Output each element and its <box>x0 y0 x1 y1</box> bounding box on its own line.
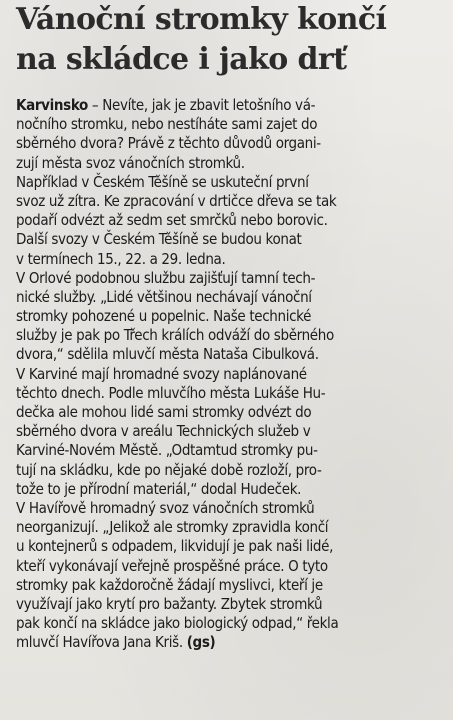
body-line: využívají jako krytí pro bažanty. Zbytek stromků <box>16 594 323 613</box>
body-line: stromky pak každoročně žádají myslivci, kteří je <box>16 575 323 594</box>
body-line-text: mluvčí Havířova Jana Kriš. <box>16 633 187 652</box>
article-location: Karvinsko <box>16 96 88 114</box>
body-line: pak končí na skládce jako biologický odpad,“ řekla <box>16 614 339 633</box>
body-line: zují města svoz vánočních stromků. <box>16 153 245 172</box>
body-line: svoz už zítra. Ke zpracování v drtičce dřeva se tak <box>16 191 337 210</box>
body-line-text: – Nevíte, jak je zbavit letošního vá- <box>87 96 316 114</box>
body-line: tože to je přírodní materiál,“ dodal Hudeček. <box>16 479 302 498</box>
body-line: sběrného dvora v areálu Technických služeb v <box>16 422 311 441</box>
body-line: nické služby. „Lidé většinou nechávají vánoční <box>16 287 312 306</box>
headline-line: Vánoční stromky končí <box>16 2 387 37</box>
body-line: stromky pohozené u popelnic. Naše technické <box>16 307 312 326</box>
body-line: V Havířově hromadný svoz vánočních stromků <box>16 498 315 517</box>
article-body <box>16 96 446 652</box>
author-signature: (gs) <box>186 633 216 652</box>
body-line: těchto dnech. Podle mluvčího města Lukáše Hu- <box>16 383 326 402</box>
body-line: u kontejnerů s odpadem, likvidují je pak naši lidé, <box>16 537 334 556</box>
article-headline <box>16 0 446 80</box>
body-line: Například v Českém Těšíně se uskuteční první <box>16 172 309 191</box>
body-line: V Orlové podobnou službu zajišťují tamní tech- <box>16 268 316 287</box>
body-line: podaří odvézt až sedm set smrčků nebo borovic. <box>16 211 328 230</box>
body-line: sběrného dvora? Právě z těchto důvodů organi- <box>16 134 321 153</box>
body-line: dvora,“ sdělila mluvčí města Nataša Cibulková. <box>16 345 319 364</box>
body-line: neorganizují. „Jelikož ale stromky zpravidla končí <box>16 518 329 537</box>
body-line: v termínech 15., 22. a 29. ledna. <box>16 249 226 268</box>
body-line <box>16 96 446 115</box>
body-line <box>16 633 446 652</box>
body-line: dečka ale mohou lidé sami stromky odvézt do <box>16 403 312 421</box>
body-line: kteří vykonávají veřejně prospěšné práce. O tyto <box>16 556 328 575</box>
body-line: Další svozy v Českém Těšíně se budou konat <box>16 230 302 249</box>
body-line: Karviné-Novém Městě. „Odtamtud stromky pu- <box>16 441 318 460</box>
body-line: tují na skládku, kde po nějaké době rozloží, pro- <box>16 460 322 479</box>
body-line: V Karviné mají hromadné svozy naplánované <box>16 364 307 383</box>
body-line: nočního stromku, nebo nestíháte sami zajet do <box>16 115 318 134</box>
headline-line: na skládce i jako drť <box>16 42 347 77</box>
body-line: služby je pak po Třech králích odváží do sběrného <box>16 326 334 345</box>
